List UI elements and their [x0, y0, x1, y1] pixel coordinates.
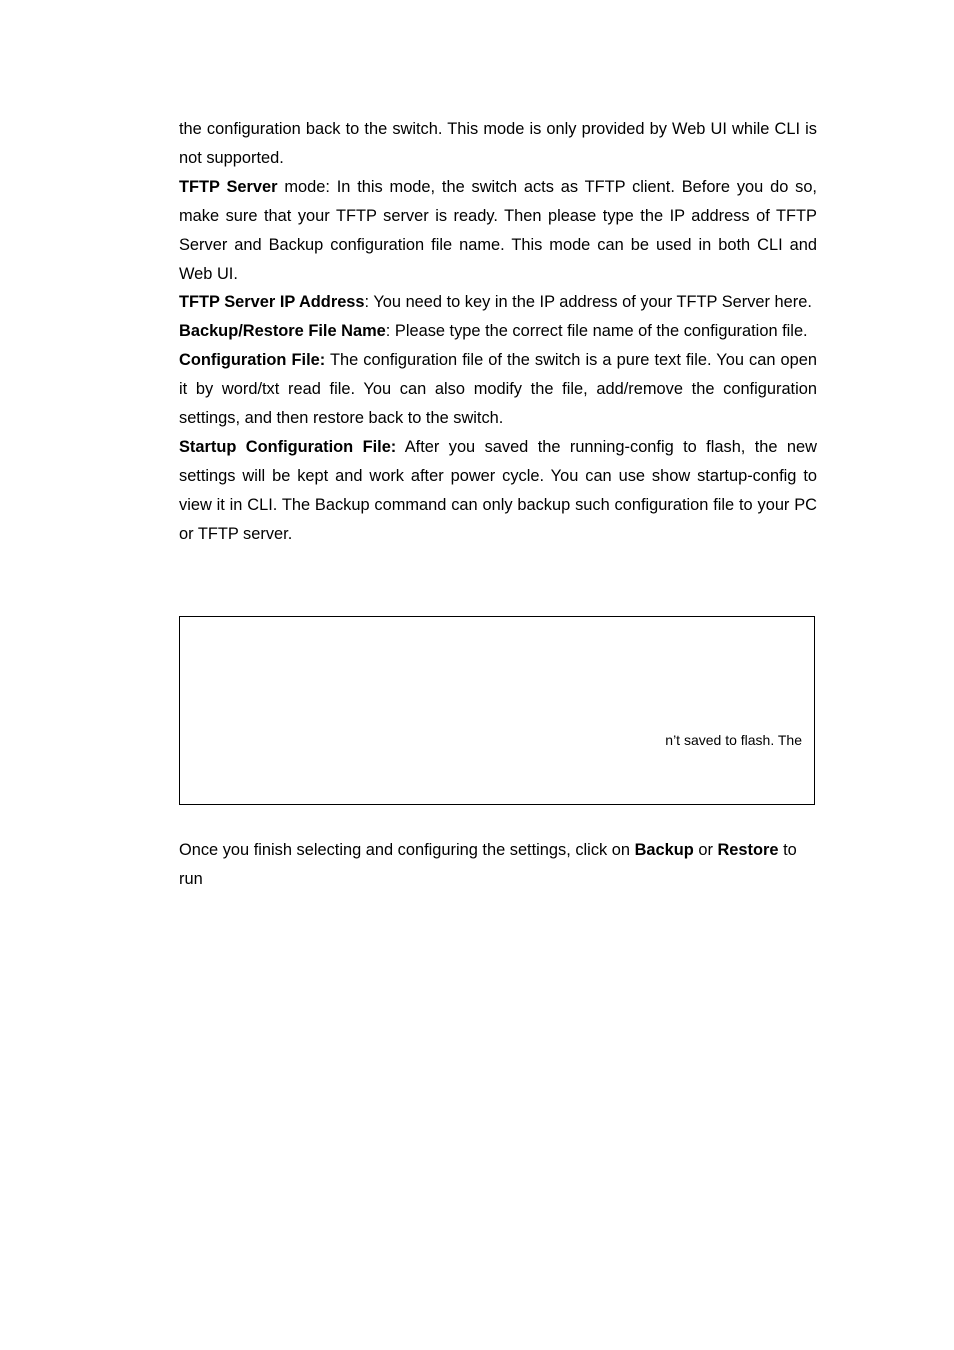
- note-box: [179, 616, 815, 805]
- term-startup-configuration-file: Startup Configuration File:: [179, 437, 397, 456]
- closing-text: [179, 836, 817, 894]
- paragraph-text: After you saved the running-config to flash, the new settings will be kept and work after power cycle. You can use show startup-config to view it in CLI. The Backup command can only backup such configuration file to your PC or TFTP server.: [179, 437, 817, 543]
- closing-text-before: Once you finish selecting and configuring the settings, click on: [179, 841, 635, 859]
- paragraph-web-ui-mode: [179, 115, 817, 173]
- term-tftp-server-ip-address: TFTP Server IP Address: [179, 293, 365, 312]
- paragraph-text: the configuration back to the switch. This mode is only provided by Web UI while CLI is not supported.: [179, 120, 817, 167]
- paragraph-tftp-server: [179, 173, 817, 289]
- term-backup-restore-file-name: Backup/Restore File Name: [179, 322, 386, 341]
- restore-term: Restore: [717, 841, 779, 859]
- paragraph-text: mode: In this mode, the switch acts as TFTP client. Before you do so, make sure that your TFTP server is ready. Then please type the IP address of TFTP Server and Backup configuration file name. This mode can be used in both CLI and Web UI.: [179, 177, 817, 283]
- paragraph-text: : Please type the correct file name of the configuration file.: [385, 322, 808, 341]
- paragraph-configuration-file: [179, 346, 817, 433]
- body-text: [179, 115, 817, 549]
- term-configuration-file: Configuration File:: [179, 351, 326, 370]
- closing-text-middle: or: [693, 841, 718, 859]
- term-tftp-server: TFTP Server: [179, 177, 278, 196]
- closing-text-after: to run: [179, 841, 797, 888]
- paragraph-startup-config: [179, 433, 817, 549]
- paragraph-file-name: [179, 317, 817, 346]
- note-text-fragment: n’t saved to flash. The: [665, 732, 802, 748]
- backup-term: Backup: [634, 841, 694, 859]
- closing-paragraph: [179, 836, 817, 894]
- paragraph-text: The configuration file of the switch is a pure text file. You can open it by word/txt read file. You can also modify the file, add/remove the configuration settings, and then restore back to the switch.: [179, 351, 817, 428]
- paragraph-tftp-ip: [179, 288, 817, 317]
- paragraph-text: : You need to key in the IP address of your TFTP Server here.: [364, 293, 812, 312]
